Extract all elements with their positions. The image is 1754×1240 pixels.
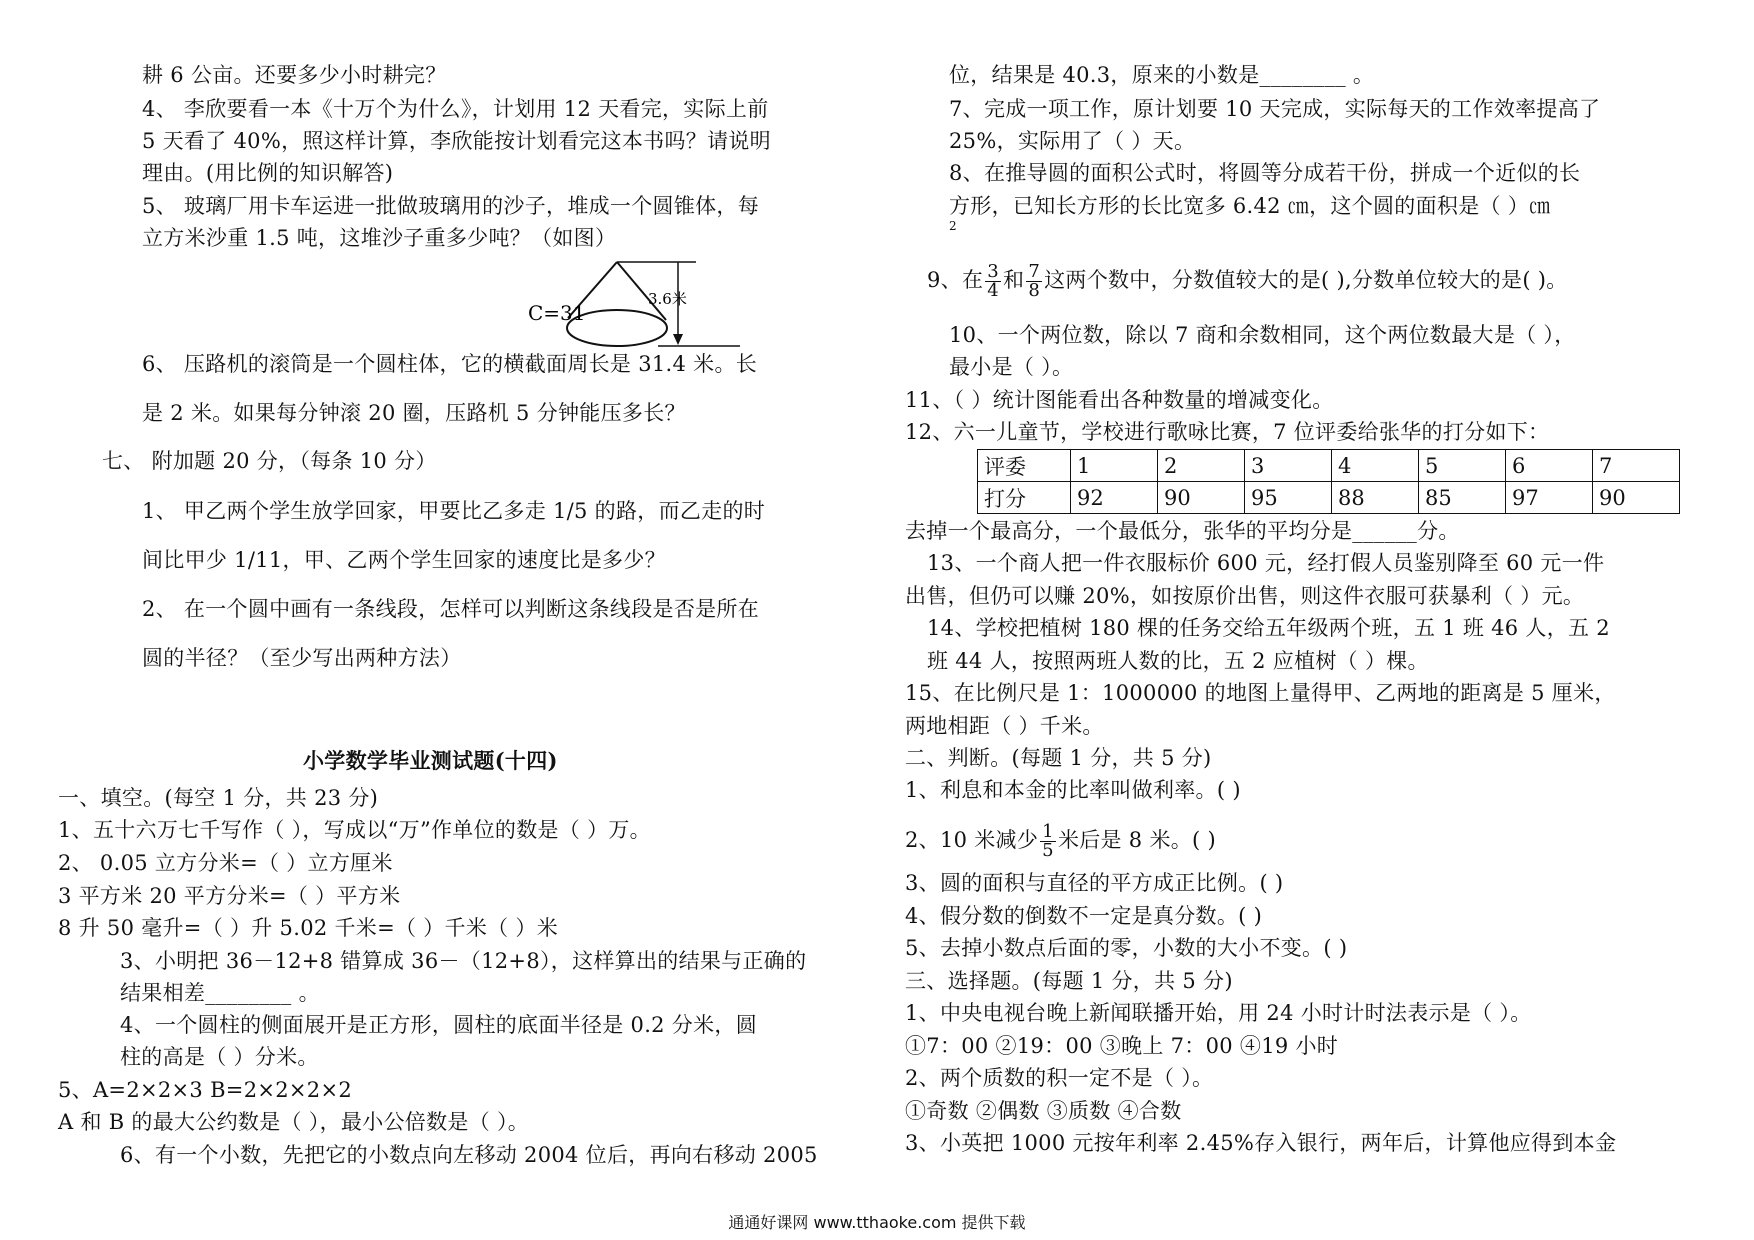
footer: 通通好课网 www.tthaoke.com 提供下载 bbox=[728, 1213, 1026, 1232]
cone-figure bbox=[528, 258, 788, 370]
text-line: 25%，实际用了（ ）天。 bbox=[949, 129, 1196, 153]
table-cell: 85 bbox=[1419, 482, 1506, 514]
cone-c-label: C=31 bbox=[528, 301, 586, 325]
table-cell: 97 bbox=[1506, 482, 1593, 514]
text-line: 班 44 人，按照两班人数的比，五 2 应植树（ ）棵。 bbox=[927, 649, 1429, 673]
text-line: 位，结果是 40.3，原来的小数是________ 。 bbox=[949, 63, 1375, 87]
text-line: ①7：00 ②19：00 ③晚上 7：00 ④19 小时 bbox=[905, 1034, 1339, 1058]
text-line: 15、在比例尺是 1：1000000 的地图上量得甲、乙两地的距离是 5 厘米， bbox=[905, 681, 1616, 705]
text-line: ①奇数 ②偶数 ③质数 ④合数 bbox=[905, 1099, 1182, 1123]
text-line: 三、选择题。(每题 1 分，共 5 分) bbox=[905, 969, 1233, 993]
text-line: 二、判断。(每题 1 分，共 5 分) bbox=[905, 746, 1212, 770]
table-cell: 5 bbox=[1419, 450, 1506, 482]
q9-suffix: 这两个数中，分数值较大的是( ),分数单位较大的是( )。 bbox=[1044, 268, 1568, 292]
text-line: 2、 在一个圆中画有一条线段，怎样可以判断这条线段是否是所在 bbox=[142, 597, 760, 621]
text-line: 11、（ ）统计图能看出各种数量的增减变化。 bbox=[905, 388, 1334, 412]
text-line: 5、去掉小数点后面的零，小数的大小不变。( ) bbox=[905, 936, 1348, 960]
text-line: 1、 甲乙两个学生放学回家，甲要比乙多走 1/5 的路，而乙走的时 bbox=[142, 499, 766, 523]
q9-line bbox=[927, 258, 1568, 302]
text-line: 1、五十六万七千写作（ ），写成以“万”作单位的数是（ ）万。 bbox=[58, 818, 651, 842]
text-line: 7、完成一项工作，原计划要 10 天完成，实际每天的工作效率提高了 bbox=[949, 97, 1601, 121]
text-line: 最小是（ ）。 bbox=[949, 355, 1074, 379]
table-cell: 3 bbox=[1245, 450, 1332, 482]
table-cell: 92 bbox=[1071, 482, 1158, 514]
table-cell: 4 bbox=[1332, 450, 1419, 482]
text-line: 是 2 米。如果每分钟滚 20 圈，压路机 5 分钟能压多长？ bbox=[142, 401, 686, 425]
text-line: 3 平方米 20 平方分米=（ ）平方米 bbox=[58, 884, 401, 908]
text-line: 2、两个质数的积一定不是（ ）。 bbox=[905, 1066, 1214, 1090]
table-cell: 7 bbox=[1593, 450, 1680, 482]
judge2-prefix: 2、10 米减少 bbox=[905, 828, 1039, 852]
text-line: 3、小明把 36－12+8 错算成 36－（12+8），这样算出的结果与正确的 bbox=[120, 949, 807, 973]
text-line: 去掉一个最高分，一个最低分，张华的平均分是______分。 bbox=[905, 519, 1460, 543]
table-cell: 打分 bbox=[978, 482, 1071, 514]
text-line: 6、 压路机的滚筒是一个圆柱体，它的横截面周长是 31.4 米。长 bbox=[142, 352, 758, 376]
text-line: 6、有一个小数，先把它的小数点向左移动 2004 位后，再向右移动 2005 bbox=[120, 1143, 818, 1167]
text-line: 圆的半径？（至少写出两种方法） bbox=[142, 646, 462, 670]
table-row-scores bbox=[978, 482, 1680, 514]
q9-mid: 和 bbox=[1003, 268, 1025, 292]
text-line: 柱的高是（ ）分米。 bbox=[120, 1045, 319, 1069]
text-line: 一、填空。(每空 1 分，共 23 分) bbox=[58, 786, 379, 810]
table-cell: 95 bbox=[1245, 482, 1332, 514]
table-cell: 6 bbox=[1506, 450, 1593, 482]
fraction-7-8: $\frac{7}{8}$ bbox=[1028, 261, 1041, 301]
text-line: 4、 李欣要看一本《十万个为什么》，计划用 12 天看完，实际上前 bbox=[142, 97, 769, 121]
table-row-judges bbox=[978, 450, 1680, 482]
text-line: 5、 玻璃厂用卡车运进一批做玻璃用的沙子，堆成一个圆锥体，每 bbox=[142, 194, 760, 218]
text-line: 3、圆的面积与直径的平方成正比例。( ) bbox=[905, 871, 1284, 895]
text-line: 结果相差________ 。 bbox=[120, 981, 320, 1005]
text-line: 间比甲少 1/11，甲、乙两个学生回家的速度比是多少？ bbox=[142, 548, 666, 572]
table-cell: 评委 bbox=[978, 450, 1071, 482]
text-line: 5、A=2×2×3 B=2×2×2×2 bbox=[58, 1078, 353, 1102]
text-line: 3、小英把 1000 元按年利率 2.45%存入银行，两年后，计算他应得到本金 bbox=[905, 1131, 1617, 1155]
text-line: 1、利息和本金的比率叫做利率。( ) bbox=[905, 778, 1241, 802]
text-line: 13、一个商人把一件衣服标价 600 元，经打假人员鉴别降至 60 元一件 bbox=[927, 551, 1605, 575]
cone-height-label: 3.6米 bbox=[648, 290, 687, 308]
text-line: 七、 附加题 20 分，（每条 10 分） bbox=[102, 449, 437, 473]
table-cell: 2 bbox=[1158, 450, 1245, 482]
height-arrow-head bbox=[673, 334, 683, 345]
text-line: 4、一个圆柱的侧面展开是正方形，圆柱的底面半径是 0.2 分米，圆 bbox=[120, 1013, 758, 1037]
text-line: 耕 6 公亩。还要多少小时耕完？ bbox=[142, 63, 447, 87]
text-line: 出售，但仍可以赚 20%，如按原价出售，则这件衣服可获暴利（ ）元。 bbox=[905, 584, 1585, 608]
text-line: 10、一个两位数，除以 7 商和余数相同，这个两位数最大是（ ）， bbox=[949, 323, 1576, 347]
text-line: 立方米沙重 1.5 吨，这堆沙子重多少吨？（如图） bbox=[142, 226, 617, 250]
text-line: A 和 B 的最大公约数是（ ），最小公倍数是（ ）。 bbox=[58, 1110, 530, 1134]
text-line: 14、学校把植树 180 棵的任务交给五年级两个班，五 1 班 46 人，五 2 bbox=[927, 616, 1610, 640]
text-line: 方形，已知长方形的长比宽多 6.42 ㎝，这个圆的面积是（ ）㎝ bbox=[949, 194, 1551, 218]
fraction-3-4: $\frac{3}{4}$ bbox=[987, 261, 1000, 301]
text-line: 8、在推导圆的面积公式时，将圆等分成若干份，拼成一个近似的长 bbox=[949, 161, 1581, 185]
text-line: 理由。(用比例的知识解答) bbox=[142, 161, 394, 185]
section-title: 小学数学毕业测试题(十四) bbox=[303, 748, 558, 773]
text-line: 2、 0.05 立方分米=（ ）立方厘米 bbox=[58, 851, 393, 875]
judge2-line bbox=[905, 818, 1216, 862]
q9-prefix: 9、在 bbox=[927, 268, 984, 292]
table-cell: 90 bbox=[1158, 482, 1245, 514]
text-line: 5 天看了 40%，照这样计算，李欣能按计划看完这本书吗？请说明 bbox=[142, 129, 771, 153]
text-line: 12、六一儿童节，学校进行歌咏比赛，7 位评委给张华的打分如下： bbox=[905, 420, 1550, 444]
table-cell: 88 bbox=[1332, 482, 1419, 514]
table-cell: 90 bbox=[1593, 482, 1680, 514]
fraction-1-5: $\frac{1}{5}$ bbox=[1042, 821, 1054, 861]
text-line: 两地相距（ ）千米。 bbox=[905, 714, 1104, 738]
text-line: 1、中央电视台晚上新闻联播开始，用 24 小时计时法表示是（ ）。 bbox=[905, 1001, 1532, 1025]
q8-superscript: 2 bbox=[949, 219, 957, 233]
table-cell: 1 bbox=[1071, 450, 1158, 482]
score-table bbox=[977, 449, 1680, 514]
text-line: 4、假分数的倒数不一定是真分数。( ) bbox=[905, 904, 1263, 928]
judge2-suffix: 米后是 8 米。( ) bbox=[1057, 828, 1217, 852]
text-line: 8 升 50 毫升=（ ）升 5.02 千米=（ ）千米（ ）米 bbox=[58, 916, 559, 940]
